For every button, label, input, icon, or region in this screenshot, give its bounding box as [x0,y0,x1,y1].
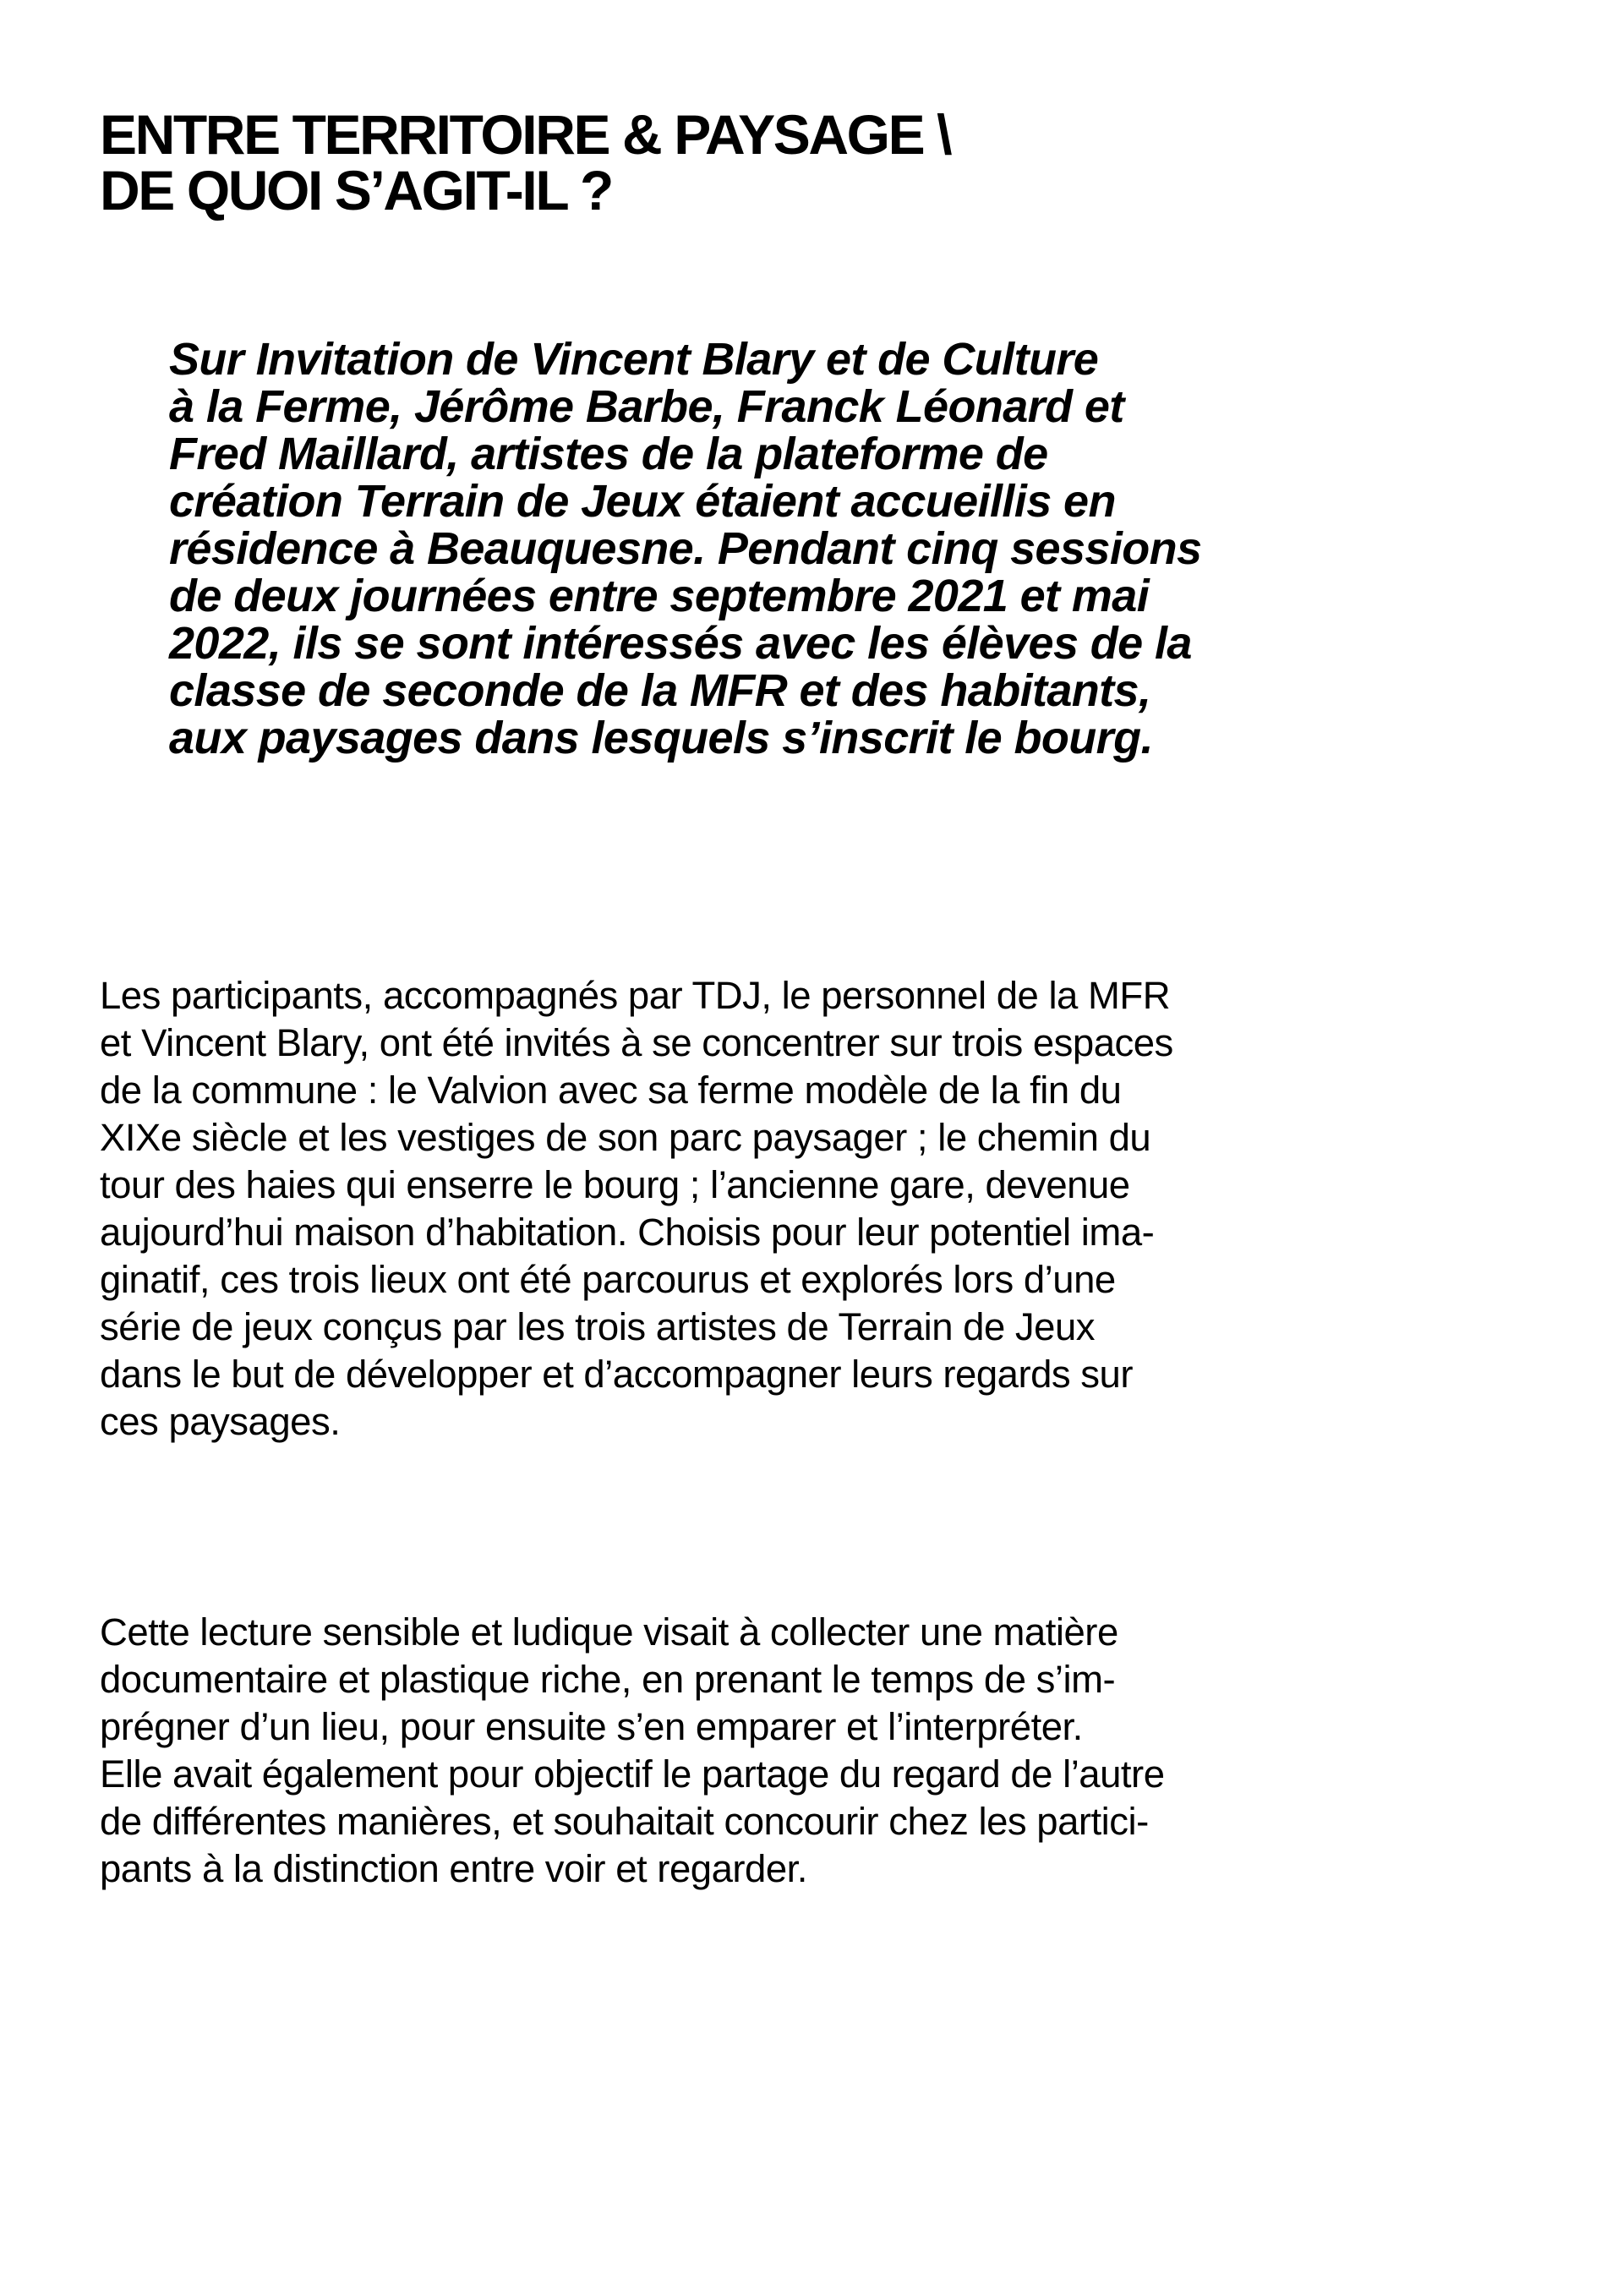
body-line: aujourd’hui maison d’habitation. Choisis pour leur potentiel ima- [100,1211,1155,1254]
intro-line: Sur Invitation de Vincent Blary et de Culture [169,334,1099,385]
body-paragraph-2 [100,1609,1165,1893]
intro-line: à la Ferme, Jérôme Barbe, Franck Léonard et [169,381,1124,432]
intro-line: création Terrain de Jeux étaient accueillis en [169,476,1116,527]
intro-paragraph [169,336,1201,762]
body-line: Elle avait également pour objectif le partage du regard de l’autre [100,1752,1165,1796]
body-line: pants à la distinction entre voir et regarder. [100,1847,807,1890]
intro-line: résidence à Beauquesne. Pendant cinq sessions [169,523,1202,574]
page-title [100,103,951,221]
intro-line: classe de seconde de la MFR et des habitants, [169,665,1151,716]
body-paragraph-1 [100,972,1173,1446]
intro-line: aux paysages dans lesquels s’inscrit le bourg. [169,713,1153,763]
body-line: documentaire et plastique riche, en prenant le temps de s’im- [100,1658,1116,1701]
body-line: et Vincent Blary, ont été invités à se concentrer sur trois espaces [100,1021,1173,1064]
body-line: prégner d’un lieu, pour ensuite s’en emparer et l’interpréter. [100,1705,1083,1748]
body-line: ces paysages. [100,1400,341,1443]
body-line: Cette lecture sensible et ludique visait à collecter une matière [100,1610,1118,1654]
body-line: de la commune : le Valvion avec sa ferme modèle de la fin du [100,1069,1122,1112]
intro-line: de deux journées entre septembre 2021 et mai [169,571,1150,621]
title-line: ENTRE TERRITOIRE & PAYSAGE \ [100,103,951,166]
intro-line: 2022, ils se sont intéressés avec les élèves de la [169,618,1192,669]
body-line: ginatif, ces trois lieux ont été parcourus et explorés lors d’une [100,1258,1116,1301]
intro-line: Fred Maillard, artistes de la plateforme de [169,429,1048,479]
title-line: DE QUOI S’AGIT-IL ? [100,159,612,221]
body-line: Les participants, accompagnés par TDJ, le personnel de la MFR [100,974,1171,1017]
body-line: XIXe siècle et les vestiges de son parc paysager ; le chemin du [100,1116,1151,1159]
body-line: série de jeux conçus par les trois artistes de Terrain de Jeux [100,1305,1096,1348]
body-line: dans le but de développer et d’accompagner leurs regards sur [100,1353,1134,1396]
body-line: tour des haies qui enserre le bourg ; l’ancienne gare, devenue [100,1163,1130,1206]
body-line: de différentes manières, et souhaitait concourir chez les partici- [100,1800,1149,1843]
